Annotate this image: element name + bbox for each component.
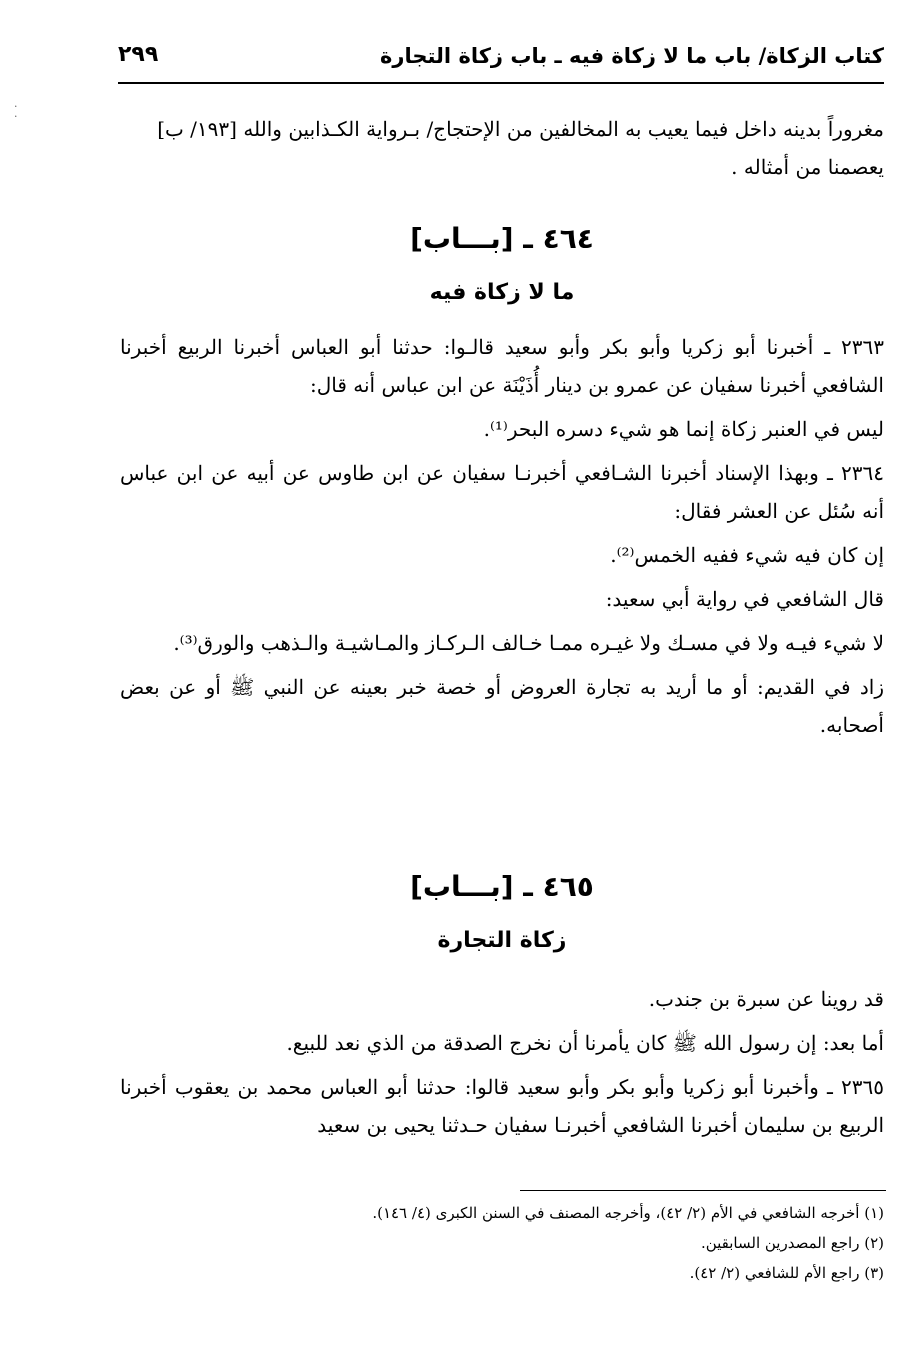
- footnotes: [120, 1198, 884, 1288]
- intro-paragraph: [120, 110, 884, 186]
- sabra-line: قد روينا عن سبرة بن جندب.: [648, 987, 884, 1011]
- hadith-2365: ٢٣٦٥ ـ وأخبرنا أبو زكريا وأبو بكر وأبو سعيد قالوا: حدثنا أبو العباس محمد بن يعقوب أخبرنا الربيع بن سليمان أخبرنا الشافعي أخبرنـا سفيان حـدثنا يحيى بن سعيد: [120, 1075, 884, 1137]
- chapter-465-body: [120, 980, 884, 1144]
- running-title: كتاب الزكاة/ باب ما لا زكاة فيه ـ باب زكاة التجارة: [379, 44, 884, 68]
- hadith-2364: ٢٣٦٤ ـ وبهذا الإسناد أخبرنا الشـافعي أخبرنـا سفيان عن ابن طاوس عن أبيه عن ابن عباس أنه سُئل عن العشر فقال:: [120, 461, 884, 523]
- chapter-464-heading: ٤٦٤ ـ [بـــاب]: [410, 222, 594, 255]
- hadith-2364-text: إن كان فيه شيء ففيه الخمس⁽²⁾.: [610, 543, 884, 567]
- chapter-464-title: ما لا زكاة فيه: [429, 280, 575, 305]
- hadith-2363-text: ليس في العنبر زكاة إنما هو شيء دسره البحر⁽¹⁾.: [483, 417, 884, 441]
- shafii-intro: قال الشافعي في رواية أبي سعيد:: [605, 587, 884, 611]
- chapter-465-heading: ٤٦٥ ـ [بـــاب]: [410, 870, 594, 903]
- chapter-465-title: زكاة التجارة: [437, 928, 567, 953]
- intro-line-2: يعصمنا من أمثاله .: [731, 155, 884, 179]
- chapter-464-body: [120, 328, 884, 744]
- margin-mark: · ·: [14, 100, 18, 123]
- amma-bad-line: أما بعد: إن رسول الله ﷺ كان يأمرنا أن نخرج الصدقة من الذي نعد للبيع.: [286, 1031, 884, 1055]
- intro-line-1: مغروراً بدينه داخل فيما يعيب به المخالفين من الإحتجاج/ بـرواية الكـذابين والله [١٩٣/ ب]: [157, 117, 884, 141]
- page-number: ٢٩٩: [118, 42, 159, 67]
- qadim-paragraph: زاد في القديم: أو ما أريد به تجارة العروض أو خصة خبر بعينه عن النبي ﷺ أو عن بعض أصحابه.: [120, 675, 884, 737]
- footnote-1: (١) أخرجه الشافعي في الأم (٢/ ٤٢)، وأخرجه المصنف في السنن الكبرى (٤/ ١٤٦).: [372, 1204, 884, 1222]
- footnote-2: (٢) راجع المصدرين السابقين.: [700, 1234, 884, 1252]
- footnote-3: (٣) راجع الأم للشافعي (٢/ ٤٢).: [689, 1264, 884, 1282]
- footnote-divider: [520, 1190, 886, 1191]
- shafii-quote: لا شيء فيـه ولا في مسـك ولا غيـره ممـا خـالف الـركـاز والمـاشيـة والـذهب والورق⁽³⁾.: [173, 631, 884, 655]
- page-header: [118, 38, 884, 84]
- hadith-2363: ٢٣٦٣ ـ أخبرنا أبو زكريا وأبو بكر وأبو سعيد قالـوا: حدثنا أبو العباس أخبرنا الربيع أخبرنا الشافعي أخبرنا سفيان عن عمرو بن دينار أُذَيْنَة عن ابن عباس أنه قال:: [120, 335, 884, 397]
